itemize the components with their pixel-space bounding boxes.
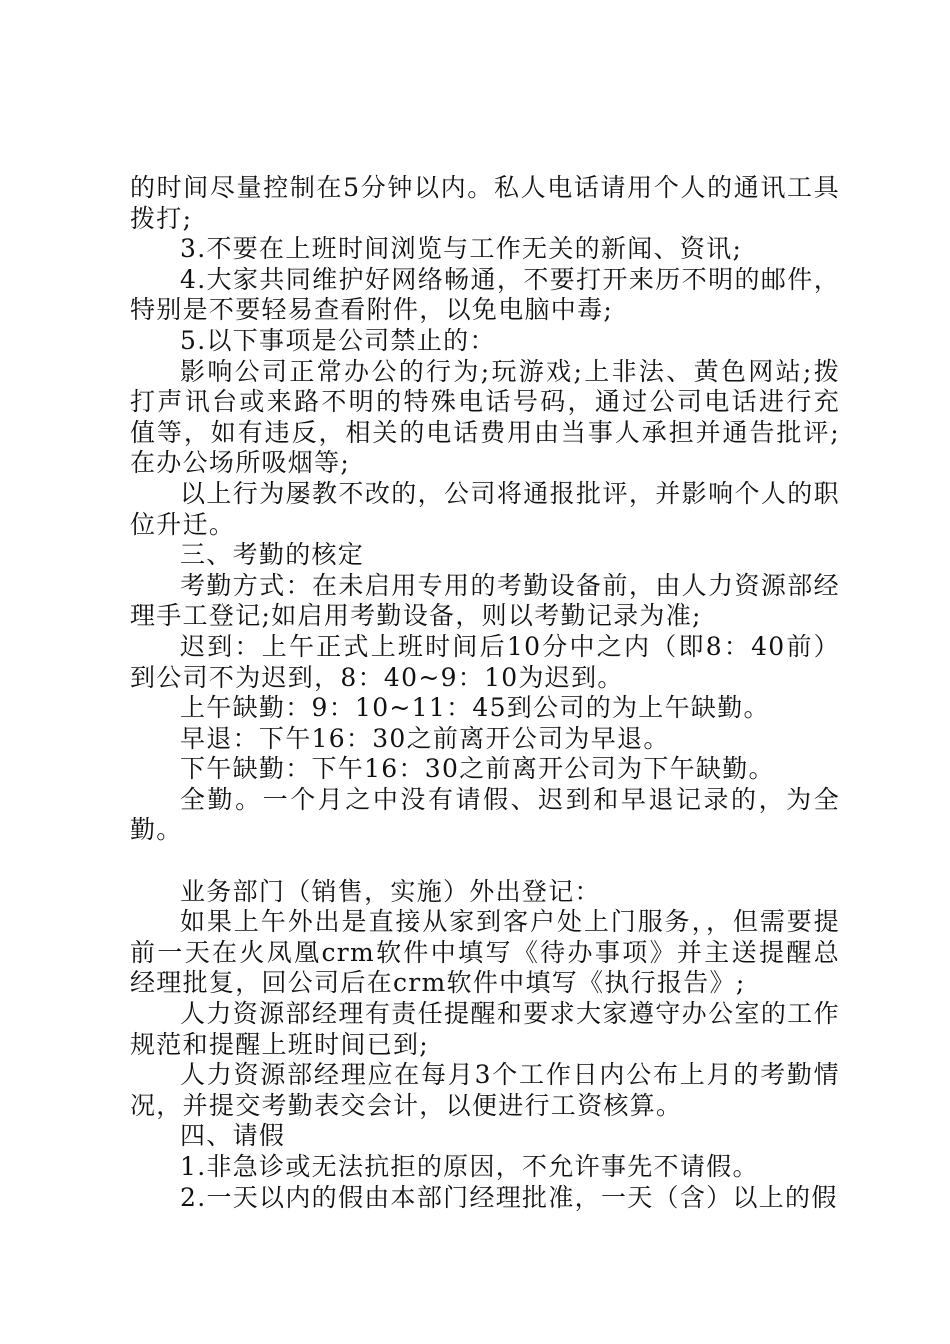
paragraph-early-leave: 早退：下午16：30之前离开公司为早退。 (180, 723, 670, 753)
paragraph-business-outing: 业务部门（销售，实施）外出登记： (180, 876, 601, 906)
paragraph-full-attendance: 全勤。一个月之中没有请假、迟到和早退记录的，为全勤。 (130, 784, 840, 845)
paragraph-late: 迟到：上午正式上班时间后10分中之内（即8：40前）到公司不为迟到，8：40~9：10为迟到。 (130, 631, 840, 692)
paragraph-leave-1: 1.非急诊或无法抗拒的原因，不允许事先不请假。 (180, 1152, 759, 1181)
paragraph-afternoon-absence: 下午缺勤：下午16：30之前离开公司为下午缺勤。 (180, 754, 775, 784)
paragraph-leave-2: 2.一天以内的假由本部门经理批准，一天（含）以上的假 (180, 1182, 838, 1212)
section-heading-leave: 四、请假 (180, 1121, 286, 1151)
blank-line (130, 846, 840, 877)
paragraph-repeat-offense: 以上行为屡教不改的，公司将通报批评，并影响个人的职位升迁。 (130, 478, 840, 539)
paragraph-phone-time: 的时间尽量控制在5分钟以内。私人电话请用个人的通讯工具拨打; (130, 173, 840, 233)
paragraph-prohibited-list: 影响公司正常办公的行为;玩游戏;上非法、黄色网站;拨打声讯台或来路不明的特殊电话号码，通过公司电话进行充值等，如有违反，相关的电话费用由当事人承担并通告批评;在办公场所吸烟等; (130, 356, 840, 478)
paragraph-hr-reminder: 人力资源部经理有责任提醒和要求大家遵守办公室的工作规范和提醒上班时间已到; (130, 999, 840, 1059)
paragraph-morning-absence: 上午缺勤：9：10~11：45到公司的为上午缺勤。 (180, 693, 770, 723)
section-heading-attendance: 三、考勤的核定 (180, 540, 365, 570)
paragraph-attendance-method: 考勤方式：在未启用专用的考勤设备前，由人力资源部经理手工登记;如启用考勤设备，则以考勤记录为准; (130, 570, 840, 631)
paragraph-item-4: 4.大家共同维护好网络畅通，不要打开来历不明的邮件，特别是不要轻易查看附件，以免电脑中毒; (130, 264, 840, 325)
paragraph-item-5: 5.以下事项是公司禁止的： (180, 325, 496, 355)
paragraph-item-3: 3.不要在上班时间浏览与工作无关的新闻、资讯; (180, 234, 743, 264)
document-page (130, 173, 840, 1213)
paragraph-hr-publish: 人力资源部经理应在每月3个工作日内公布上月的考勤情况，并提交考勤表交会计，以便进行工资核算。 (130, 1060, 840, 1120)
paragraph-morning-outing: 如果上午外出是直接从家到客户处上门服务，，但需要提前一天在火凤凰crm软件中填写《待办事项》并主送提醒总经理批复，回公司后在crm软件中填写《执行报告》; (130, 907, 840, 998)
